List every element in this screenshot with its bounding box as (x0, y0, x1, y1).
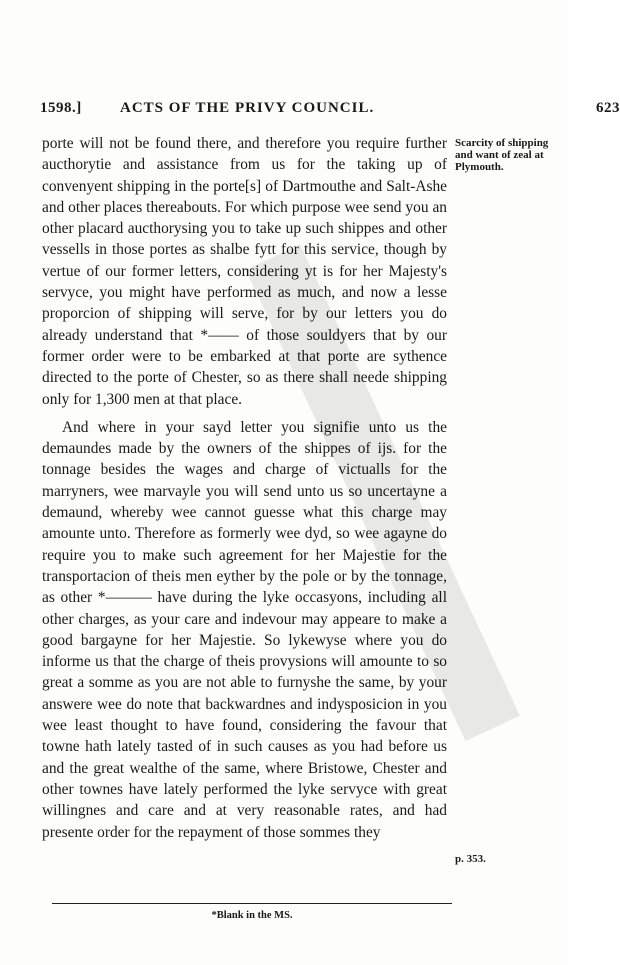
margin-note-scarcity: Scarcity of shipping and want of zeal at Plymouth. (455, 137, 549, 173)
header-title: ACTS OF THE PRIVY COUNCIL. (120, 100, 375, 116)
paragraph-2: And where in your sayd letter you signifie unto us the demaundes made by the owners of the shippes of ijs. for the tonnage besides the wages and charge of victualls for the marryners, wee marvayle you will send unto us so uncertayne a demaund, whereby wee cannot guesse what this charge may amounte unto. Therefore as formerly wee dyd, so wee agayne do require you to make such agreement for her Majestie for the transportacion of theis men eyther by the pole or by the tonnage, as other *——— have during the lyke occasyons, including all other charges, as your care and indevour may appeare to make a good bargayne for her Majestie. So lykewyse where you do informe us that the charge of theis provysions will amounte to so great a somme as you are not able to furnyshe the same, by your answere wee do note that backwardnes and indysposicion in you wee least thought to have found, considering the favour that towne hath lately tasted of in such causes as you had before us and the great wealthe of the same, where Bristowe, Chester and other townes have lately performed the lyke servyce with great willingnes and care and at very reasonable rates, and had presente order for the repayment of those sommes they (42, 418, 447, 841)
header-year: 1598.] (40, 100, 82, 116)
body-text (42, 133, 447, 843)
margin-note-page-ref: p. 353. (455, 853, 486, 865)
footnote: *Blank in the MS. (211, 910, 293, 921)
page-number: 623 (596, 100, 620, 116)
paragraph-1: porte will not be found there, and therefore you require further aucthorytie and assistance from us for the taking up of convenyent shipping in the porte[s] of Dartmouthe and Salt-Ashe and other places thereabouts. For which purpose wee send you an other placard aucthorysing you to take up such shippes and other vessells in those portes as shalbe fytt for this service, though by vertue of our former letters, considering yt is for her Majesty's servyce, you might have performed as much, and now a lesse proporcion of shipping will serve, for by our letters you do already understand that *—— of those souldyers that by our former order were to be embarked at that porte are sythence directed to the porte of Chester, so as there shall neede shipping only for 1,300 men at that place. (42, 135, 447, 408)
footnote-rule (52, 903, 452, 904)
running-header (40, 100, 620, 122)
